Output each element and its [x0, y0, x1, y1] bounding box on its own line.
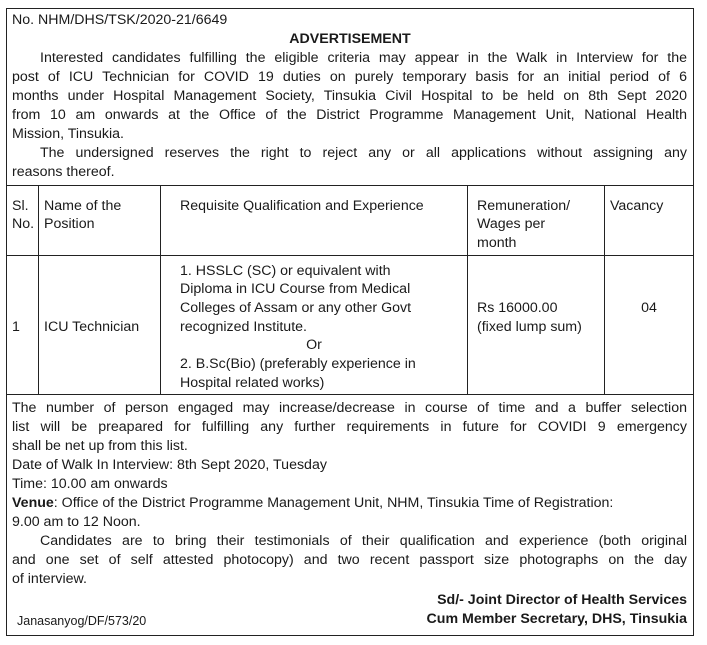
table-col-divider-4 — [604, 185, 605, 394]
advertisement-box — [6, 8, 694, 636]
buffer-line-1: The number of person engaged may increase/decrease in course of time and a buffer selection — [12, 400, 687, 416]
header-sl-2: No. — [12, 216, 35, 232]
row-qualification-line-4: recognized Institute. — [180, 319, 307, 335]
documents-line-2: and one set of self attested photocopy) and two recent passport size photographs on the day — [12, 552, 687, 568]
signature-line-1: Sd/- Joint Director of Health Services — [437, 592, 687, 608]
row-position: ICU Technician — [44, 319, 140, 335]
table-top-rule — [7, 185, 693, 186]
intro-line-4: from 10 am onwards at the Office of the District Programme Management Unit, National Health — [12, 107, 687, 123]
header-remuneration-3: month — [477, 235, 517, 251]
buffer-line-2: list will be preapared for fulfilling any further requirements in future for COVIDI 9 emergency — [12, 419, 687, 435]
row-qualification-line-3: Colleges of Assam or any other Govt — [180, 300, 412, 316]
publication-code: Janasanyog/DF/573/20 — [17, 614, 147, 628]
header-sl-1: Sl. — [12, 198, 29, 214]
row-qualification-line-7: Hospital related works) — [180, 375, 325, 391]
buffer-line-3: shall be net up from this list. — [12, 438, 188, 454]
row-qualification-line-1: 1. HSSLC (SC) or equivalent with — [180, 263, 391, 279]
venue-text: : Office of the District Programme Management Unit, NHM, Tinsukia Time of Registration: — [53, 495, 614, 511]
interview-date: Date of Walk In Interview: 8th Sept 2020, Tuesday — [12, 457, 327, 473]
intro-line-5: Mission, Tinsukia. — [12, 126, 124, 142]
header-position-2: Position — [44, 216, 95, 232]
reserve-line-2: reasons thereof. — [12, 164, 115, 180]
header-remuneration-1: Remuneration/ — [477, 198, 571, 214]
table-col-divider-3 — [467, 185, 468, 394]
row-sl: 1 — [12, 319, 20, 335]
signature-line-2: Cum Member Secretary, DHS, Tinsukia — [426, 611, 687, 627]
intro-line-3: months under Hospital Management Society, Tinsukia Civil Hospital to be held on 8th Sept 2020 — [12, 88, 687, 104]
table-header-rule — [7, 255, 693, 256]
row-remuneration-note: (fixed lump sum) — [477, 319, 582, 335]
table-col-divider-2 — [160, 185, 161, 394]
documents-line-3: of interview. — [12, 571, 87, 587]
row-vacancy: 04 — [641, 300, 657, 316]
header-position-1: Name of the — [44, 198, 122, 214]
header-vacancy: Vacancy — [610, 198, 664, 214]
row-qualification-line-2: Diploma in ICU Course from Medical — [180, 281, 411, 297]
interview-time: Time: 10.00 am onwards — [12, 476, 168, 492]
venue-line-1 — [12, 494, 613, 512]
row-remuneration-amount: Rs 16000.00 — [477, 300, 558, 316]
intro-line-1: Interested candidates fulfilling the eligible criteria may appear in the Walk in Interview for the — [40, 50, 687, 66]
venue-line-2: 9.00 am to 12 Noon. — [12, 514, 141, 530]
header-remuneration-2: Wages per — [477, 216, 546, 232]
header-qualification: Requisite Qualification and Experience — [180, 198, 424, 214]
reference-number: No. NHM/DHS/TSK/2020-21/6649 — [12, 12, 228, 28]
documents-line-1: Candidates are to bring their testimonials of their qualification and experience (both original — [40, 533, 687, 549]
reserve-line-1: The undersigned reserves the right to reject any or all applications without assigning any — [40, 145, 687, 161]
intro-line-2: post of ICU Technician for COVID 19 duties on purely temporary basis for an initial period of 6 — [12, 69, 687, 85]
venue-label: Venue — [12, 495, 54, 511]
row-qualification-line-6: 2. B.Sc(Bio) (preferably experience in — [180, 356, 416, 372]
advertisement-title: ADVERTISEMENT — [289, 31, 411, 47]
table-col-divider-1 — [38, 185, 39, 394]
table-bottom-rule — [7, 394, 693, 395]
row-qualification-or: Or — [306, 337, 322, 353]
